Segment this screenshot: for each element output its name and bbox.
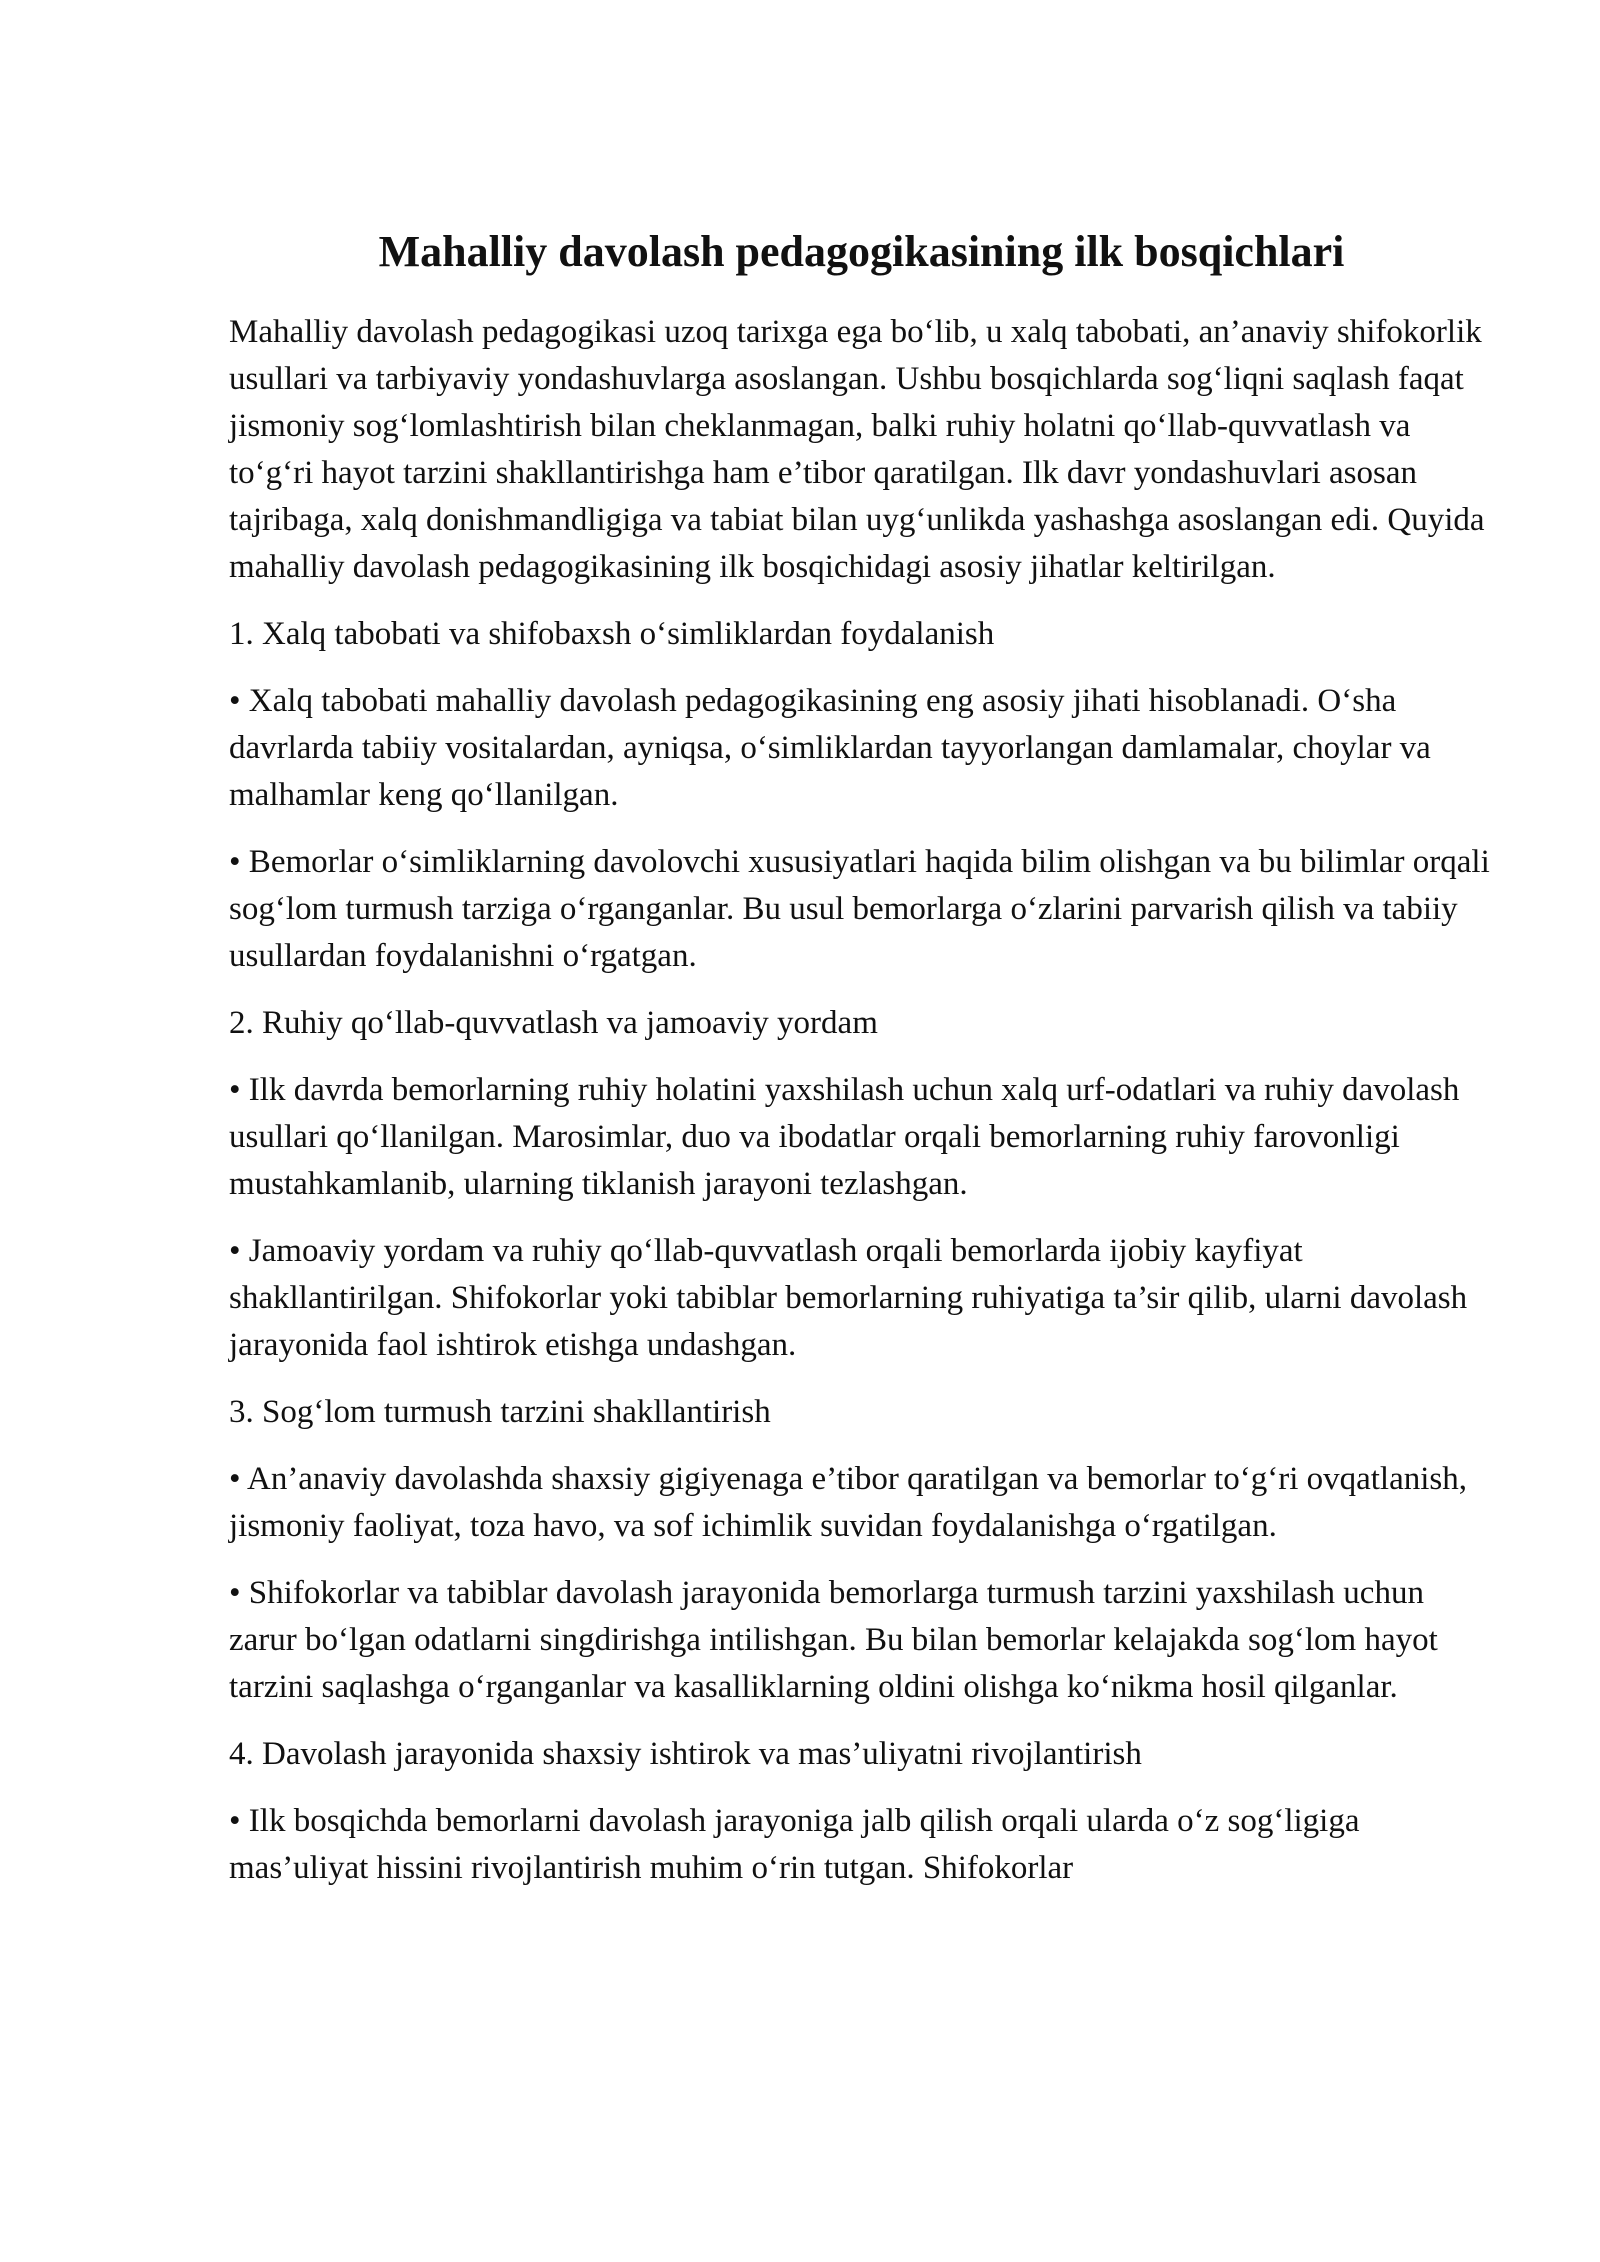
section-1-bullet-2: • Bemorlar o‘simliklarning davolovchi xususiyatlari haqida bilim olishgan va bu bilimlar orqali sog‘lom turmush tarziga o‘rganganlar. Bu usul bemorlarga o‘zlarini parvarish qilish va tabiiy usullardan foydalanishni o‘rgatgan. — [229, 843, 1490, 974]
section-3-bullet-1: • An’anaviy davolashda shaxsiy gigiyenaga e’tibor qaratilgan va bemorlar to‘g‘ri ovqatlanish, jismoniy faoliyat, toza havo, va sof ichimlik suvidan foydalanishga o‘rgatilgan. — [229, 1460, 1467, 1544]
section-1-heading: 1. Xalq tabobati va shifobaxsh o‘simliklardan foydalanish — [229, 615, 995, 652]
section-3-bullet-2: • Shifokorlar va tabiblar davolash jarayonida bemorlarga turmush tarzini yaxshilash uchun zarur bo‘lgan odatlarni singdirishga intilishgan. Bu bilan bemorlar kelajakda sog‘lom hayot tarzini saqlashga o‘rganganlar va kasalliklarning oldini olishga ko‘nikma hosil qilganlar. — [229, 1574, 1438, 1705]
document-body — [229, 226, 1494, 1912]
document-title: Mahalliy davolash pedagogikasining ilk bosqichlari — [378, 227, 1345, 276]
section-4-heading: 4. Davolash jarayonida shaxsiy ishtirok va mas’uliyatni rivojlantirish — [229, 1735, 1142, 1772]
section-3-heading: 3. Sog‘lom turmush tarzini shakllantirish — [229, 1393, 771, 1430]
section-2-bullet-2: • Jamoaviy yordam va ruhiy qo‘llab-quvvatlash orqali bemorlarda ijobiy kayfiyat shakllantirilgan. Shifokorlar yoki tabiblar bemorlarning ruhiyatiga ta’sir qilib, ularni davolash jarayonida faol ishtirok etishga undashgan. — [229, 1232, 1468, 1363]
intro-paragraph: Mahalliy davolash pedagogikasi uzoq tarixga ega bo‘lib, u xalq tabobati, an’anaviy shifokorlik usullari va tarbiyaviy yondashuvlarga asoslangan. Ushbu bosqichlarda sog‘liqni saqlash faqat jismoniy sog‘lomlashtirish bilan cheklanmagan, balki ruhiy holatni qo‘llab-quvvatlash va to‘g‘ri hayot tarzini shakllantirishga ham e’tibor qaratilgan. Ilk davr yondashuvlari asosan tajribaga, xalq donishmandligiga va tabiat bilan uyg‘unlikda yashashga asoslangan edi. Quyida mahalliy davolash pedagogikasining ilk bosqichidagi asosiy jihatlar keltirilgan. — [229, 313, 1485, 585]
section-2-bullet-1: • Ilk davrda bemorlarning ruhiy holatini yaxshilash uchun xalq urf-odatlari va ruhiy davolash usullari qo‘llanilgan. Marosimlar, duo va ibodatlar orqali bemorlarning ruhiy farovonligi mustahkamlanib, ularning tiklanish jarayoni tezlashgan. — [229, 1071, 1460, 1202]
section-4-bullet-1: • Ilk bosqichda bemorlarni davolash jarayoniga jalb qilish orqali ularda o‘z sog‘ligiga mas’uliyat hissini rivojlantirish muhim o‘rin tutgan. Shifokorlar — [229, 1802, 1360, 1886]
section-1-bullet-1: • Xalq tabobati mahalliy davolash pedagogikasining eng asosiy jihati hisoblanadi. O‘sha davrlarda tabiiy vositalardan, ayniqsa, o‘simliklardan tayyorlangan damlamalar, choylar va malhamlar keng qo‘llanilgan. — [229, 682, 1431, 813]
section-2-heading: 2. Ruhiy qo‘llab-quvvatlash va jamoaviy yordam — [229, 1004, 878, 1041]
